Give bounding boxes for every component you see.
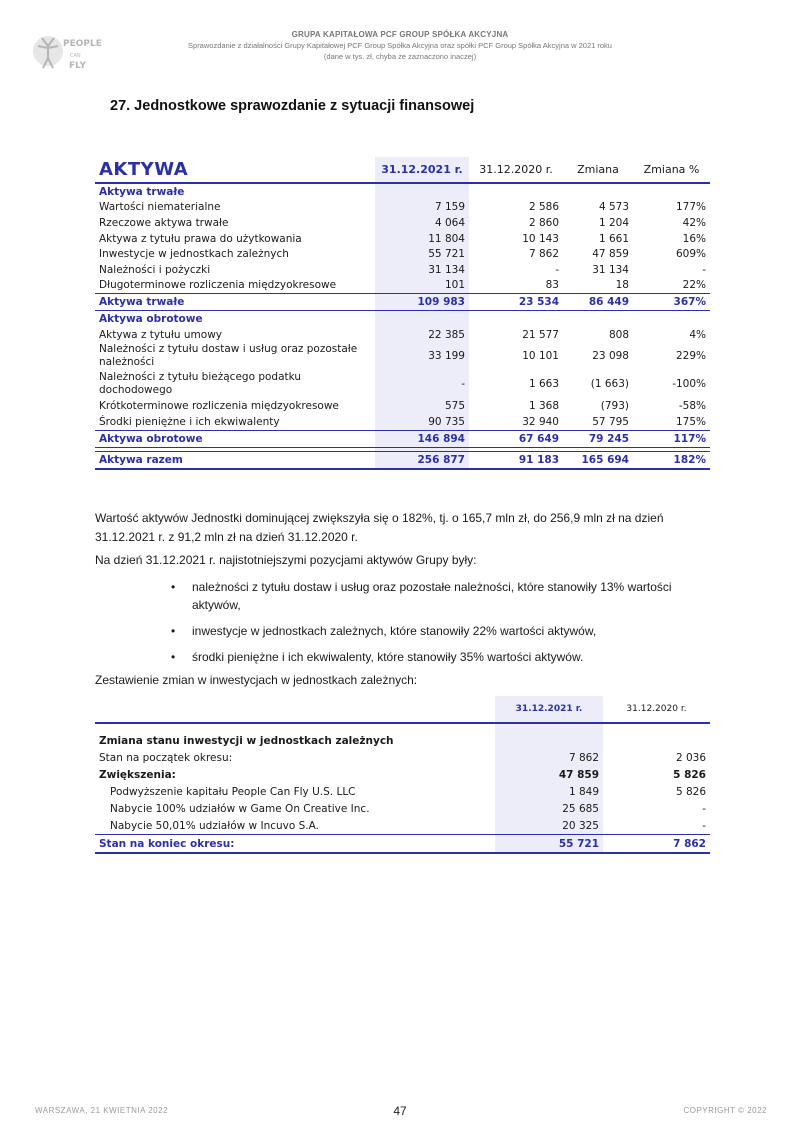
investments-table xyxy=(95,696,710,854)
cell-value: 10 143 xyxy=(522,232,559,245)
column-header: 31.12.2021 r. xyxy=(495,696,603,723)
cell-value: 165 694 xyxy=(563,451,633,469)
row-label: Wartości niematerialne xyxy=(99,201,221,214)
cell-value: 57 795 xyxy=(592,415,629,428)
cell-value: 33 199 xyxy=(375,342,469,370)
table-row xyxy=(95,215,710,231)
cell-value: 2 586 xyxy=(528,201,559,214)
table-row xyxy=(95,800,710,817)
assets-intro: Na dzień 31.12.2021 r. najistotniejszymi pozycjami aktywów Grupy były: xyxy=(95,553,477,567)
assets-table xyxy=(95,157,710,470)
cell-value: 4 064 xyxy=(375,215,469,231)
section-label: Aktywa trwałe xyxy=(99,185,185,198)
cell-value: 31 134 xyxy=(375,262,469,278)
svg-text:PEOPLE: PEOPLE xyxy=(63,39,102,49)
cell-value: - xyxy=(702,819,706,832)
cell-value: 20 325 xyxy=(495,817,603,835)
row-label: Należności i pożyczki xyxy=(99,263,211,276)
section-title: 27. Jednostkowe sprawozdanie z sytuacji finansowej xyxy=(110,98,475,114)
bullet-marker: • xyxy=(171,580,176,594)
cell-value: 182% xyxy=(633,451,710,469)
cell-value: 229% xyxy=(675,349,706,362)
cell-value: 31 134 xyxy=(592,263,629,276)
cell-value: - xyxy=(555,263,559,276)
cell-value: 2 860 xyxy=(528,216,559,229)
table-row xyxy=(95,342,710,370)
row-label: Aktywa razem xyxy=(95,451,375,469)
cell-value: 808 xyxy=(608,328,629,341)
row-label: Należności z tytułu dostaw i usług oraz pozostałe należności xyxy=(99,343,358,369)
list-item xyxy=(95,578,715,614)
investments-intro: Zestawienie zmian w inwestycjach w jednostkach zależnych: xyxy=(95,673,418,687)
cell-value: 7 862 xyxy=(495,749,603,766)
cell-value: (793) xyxy=(600,400,629,413)
row-label: Długoterminowe rozliczenia międzyokresowe xyxy=(99,279,337,292)
cell-value: 7 159 xyxy=(375,200,469,216)
bullet-marker: • xyxy=(171,624,176,638)
table-row xyxy=(95,231,710,247)
cell-value: 367% xyxy=(633,294,710,311)
cell-value: -58% xyxy=(678,400,706,413)
cell-value: 1 849 xyxy=(495,783,603,800)
cell-value: 256 877 xyxy=(375,451,469,469)
cell-value: 16% xyxy=(682,232,706,245)
cell-value: - xyxy=(702,802,706,815)
cell-value: 42% xyxy=(682,216,706,229)
cell-value: 101 xyxy=(375,278,469,294)
svg-text:CAN: CAN xyxy=(70,53,81,59)
cell-value: 23 098 xyxy=(592,349,629,362)
cell-value: 83 xyxy=(545,279,559,292)
cell-value: 109 983 xyxy=(375,294,469,311)
row-label: Środki pieniężne i ich ekwiwalenty xyxy=(99,415,280,428)
row-label: Należności z tytułu bieżącego podatku dochodowego xyxy=(99,371,302,397)
row-label: Rzeczowe aktywa trwałe xyxy=(99,216,229,229)
cell-value: - xyxy=(702,263,706,276)
cell-value: 1 663 xyxy=(528,377,559,390)
list-item xyxy=(95,622,715,640)
table-row xyxy=(95,327,710,343)
row-label: Aktywa trwałe xyxy=(95,294,375,311)
row-label: Aktywa obrotowe xyxy=(95,430,375,447)
list-item-text: inwestycje w jednostkach zależnych, które stanowiły 22% wartości aktywów, xyxy=(192,624,597,638)
assets-commentary: Wartość aktywów Jednostki dominującej zwiększyła się o 182%, tj. o 165,7 mln zł, do 256,9 mln zł na dzień 31.12.2021 r. z 91,2 mln zł na dzień 31.12.2020 r. xyxy=(95,511,664,544)
row-label: Nabycie 50,01% udziałów w Incuvo S.A. xyxy=(110,819,319,832)
cell-value: 67 649 xyxy=(469,430,563,447)
cell-value: 7 862 xyxy=(528,248,559,261)
table-row xyxy=(95,278,710,294)
table-row xyxy=(95,398,710,414)
bullet-list xyxy=(95,578,715,674)
row-label: Podwyższenie kapitału People Can Fly U.S. LLC xyxy=(110,785,356,798)
cell-value: 2 036 xyxy=(675,751,706,764)
cell-value: 1 204 xyxy=(598,216,629,229)
cell-value: 22 385 xyxy=(375,327,469,343)
cell-value: 22% xyxy=(682,279,706,292)
document-header xyxy=(0,30,800,61)
cell-value: 175% xyxy=(675,415,706,428)
table-row xyxy=(95,749,710,766)
cell-value: 146 894 xyxy=(375,430,469,447)
cell-value: 23 534 xyxy=(469,294,563,311)
cell-value: 4 573 xyxy=(598,201,629,214)
cell-value: - xyxy=(375,370,469,398)
cell-value: 86 449 xyxy=(563,294,633,311)
total-row xyxy=(95,835,710,854)
footer-place-date: WARSZAWA, 21 KWIETNIA 2022 xyxy=(35,1106,169,1115)
table-row xyxy=(95,200,710,216)
cell-value: 90 735 xyxy=(375,414,469,430)
row-label: Aktywa z tytułu prawa do użytkowania xyxy=(99,232,302,245)
table-row xyxy=(95,262,710,278)
cell-value: 47 859 xyxy=(592,248,629,261)
table-row xyxy=(95,817,710,835)
cell-value: 575 xyxy=(375,398,469,414)
table-row xyxy=(95,766,710,783)
investments-heading: Zmiana stanu inwestycji w jednostkach zależnych xyxy=(99,734,394,747)
subtotal-row xyxy=(95,430,710,447)
bullet-marker: • xyxy=(171,650,176,664)
column-header: Zmiana % xyxy=(633,157,710,183)
cell-value: 177% xyxy=(675,201,706,214)
assets-title: AKTYWA xyxy=(95,157,375,183)
cell-value: 32 940 xyxy=(522,415,559,428)
cell-value: 79 245 xyxy=(563,430,633,447)
cell-value: 5 826 xyxy=(675,785,706,798)
cell-value: 91 183 xyxy=(469,451,563,469)
section-row xyxy=(95,183,710,200)
row-label: Aktywa z tytułu umowy xyxy=(99,328,222,341)
list-item xyxy=(95,648,715,666)
table-row xyxy=(95,783,710,800)
cell-value: 25 685 xyxy=(495,800,603,817)
row-label: Stan na koniec okresu: xyxy=(95,835,495,854)
column-header: Zmiana xyxy=(563,157,633,183)
cell-value: 21 577 xyxy=(522,328,559,341)
column-header: 31.12.2020 r. xyxy=(603,696,710,723)
cell-value: 1 368 xyxy=(528,400,559,413)
total-row xyxy=(95,451,710,469)
cell-value: 55 721 xyxy=(375,246,469,262)
footer-copyright: COPYRIGHT © 2022 xyxy=(683,1106,767,1115)
header-group-name: GRUPA KAPITAŁOWA PCF GROUP SPÓŁKA AKCYJNA xyxy=(291,30,509,39)
column-header: 31.12.2021 r. xyxy=(375,157,469,183)
table-row xyxy=(95,414,710,430)
column-header: 31.12.2020 r. xyxy=(469,157,563,183)
cell-value: -100% xyxy=(672,377,706,390)
header-units-note: (dane w tys. zł, chyba że zaznaczono inaczej) xyxy=(323,52,477,61)
list-item-text: środki pieniężne i ich ekwiwalenty, które stanowiły 35% wartości aktywów. xyxy=(192,650,584,664)
cell-value: 5 826 xyxy=(673,768,706,781)
cell-value: (1 663) xyxy=(590,377,629,390)
cell-value: 117% xyxy=(633,430,710,447)
cell-value: 10 101 xyxy=(522,349,559,362)
section-row xyxy=(95,311,710,327)
row-label: Stan na początek okresu: xyxy=(99,751,233,764)
cell-value: 609% xyxy=(675,248,706,261)
page-number: 47 xyxy=(393,1104,407,1118)
row-label: Krótkoterminowe rozliczenia międzyokresowe xyxy=(99,400,339,413)
row-label: Inwestycje w jednostkach zależnych xyxy=(99,248,289,261)
cell-value: 4% xyxy=(689,328,706,341)
list-item-text: należności z tytułu dostaw i usług oraz pozostałe należności, które stanowiły 13% wartości aktywów, xyxy=(192,580,672,612)
cell-value: 7 862 xyxy=(603,835,710,854)
table-row xyxy=(95,370,710,398)
cell-value: 18 xyxy=(615,279,629,292)
svg-text:FLY: FLY xyxy=(69,61,86,71)
cell-value: 55 721 xyxy=(495,835,603,854)
investments-header-row xyxy=(95,696,710,723)
row-label: Nabycie 100% udziałów w Game On Creative Inc. xyxy=(110,802,370,815)
table-row xyxy=(95,246,710,262)
subtotal-row xyxy=(95,294,710,311)
row-label: Zwiększenia: xyxy=(99,768,176,781)
cell-value: 47 859 xyxy=(495,766,603,783)
cell-value: 1 661 xyxy=(598,232,629,245)
section-label: Aktywa obrotowe xyxy=(99,312,203,325)
cell-value: 11 804 xyxy=(375,231,469,247)
assets-header-row xyxy=(95,157,710,183)
header-report-name: Sprawozdanie z działalności Grupy Kapitałowej PCF Group Spółka Akcyjna oraz spółki PCF Group Spółka Akcyjna w 2021 roku xyxy=(188,41,612,50)
table-row xyxy=(95,732,710,749)
